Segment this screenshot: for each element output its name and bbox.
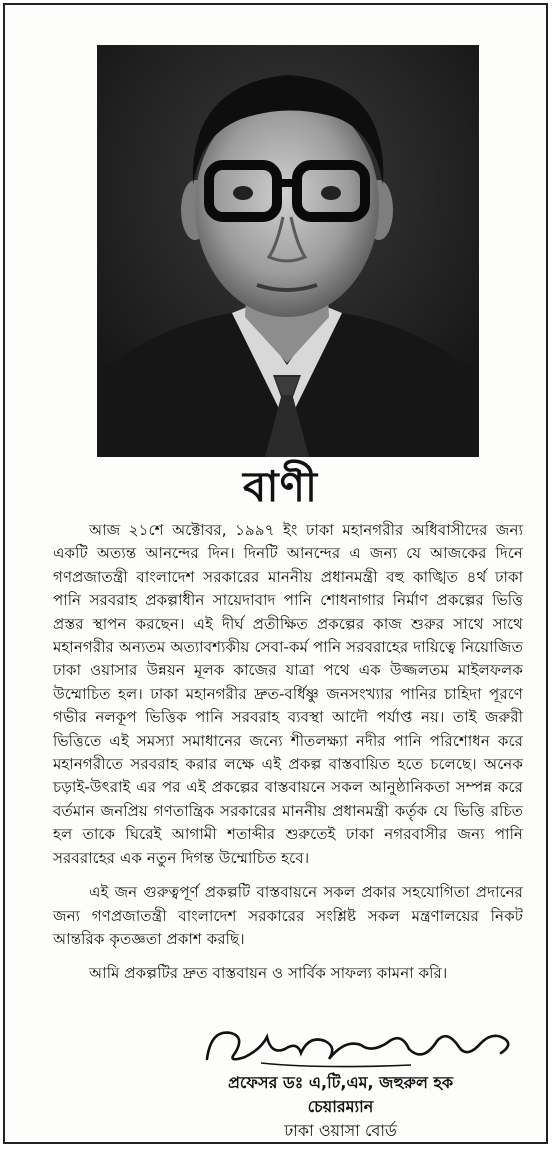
signatory-name: প্রফেসর ডঃ এ,টি,এম, জহুরুল হক — [227, 1073, 454, 1092]
signature-image — [201, 1019, 521, 1071]
message-paragraph-3: আমি প্রকল্পটির দ্রুত বাস্তবায়ন ও সার্বিক সাফল্য কামনা করি। — [89, 964, 448, 983]
handwritten-signature — [201, 1019, 521, 1071]
portrait-photo — [97, 45, 479, 457]
message-body — [53, 519, 523, 986]
message-frame — [3, 3, 548, 1144]
message-paragraph-1: আজ ২১শে অক্টোবর, ১৯৯৭ ইং ঢাকা মহানগরীর অধিবাসীদের জন্য একটি অত্যন্ত আনন্দের দিন। দিনটি আনন্দের এ জন্য যে আজকের দিনে গণপ্রজাতন্ত্রী বাংলাদেশ সরকারের মাননীয় প্রধানমন্ত্রী বহু কাঙ্খিত ৪র্থ ঢাকা পানি সরবরাহ প্রকল্পাধীন সায়েদাবাদ পানি শোধনাগার নির্মাণ প্রকল্পের ভিত্তি প্রস্তর স্থাপন করছেন। এই দীর্ঘ প্রতীক্ষিত প্রকল্পের কাজ শুরুর সাথে সাথে মহানগরীর অন্যতম অত্যাবশ্যকীয় সেবা-কর্ম পানি সরবরাহের দায়িত্বে নিয়োজিত ঢাকা ওয়াসার উন্নয়ন মূলক কাজের যাত্রা পথে এক উজ্জলতম মাইলফলক উম্মোচিত হল। ঢাকা মহানগরীর দ্রুত-বর্ধিষ্ণু জনসংখ্যার পানির চাহিদা পূরণে গভীর নলকূপ ভিত্তিক পানি সরবরাহ ব্যবস্থা আদৌ পর্যাপ্ত নয়। তাই জরুরী ভিত্তিতে এই সমস্যা সমাধানের জন্যে শীতলক্ষ্যা নদীর পানি পরিশোধন করে মহানগরীতে সরবরাহ করার লক্ষে এই প্রকল্প বাস্তবায়িত হতে চলেছে। অনেক চড়াই-উৎরাই এর পর এই প্রকল্পের বাস্তবায়নে সকল আনুষ্ঠানিকতা সম্পন্ন করে বর্তমান জনপ্রিয় গণতান্ত্রিক সরকারের মাননীয় প্রধানমন্ত্রী কর্তৃক যে ভিত্তি রচিত হল তাকে ঘিরেই আগামী শতাব্দীর শুরুতেই ঢাকা নগরবাসীর জন্য পানি সরবরাহের এক নতুন দিগন্ত উম্মোচিত হবে। — [53, 521, 523, 867]
signatory-block — [5, 1071, 555, 1143]
message-paragraph-2: এই জন গুরুত্বপূর্ণ প্রকল্পটি বাস্তবায়নে সকল প্রকার সহযোগিতা প্রদানের জন্য গণপ্রজাতন্ত্রী বাংলাদেশ সরকারের সংশ্লিষ্ট সকল মন্ত্রণালয়ের নিকট আন্তরিক কৃতজ্ঞতা প্রকাশ করছি। — [53, 883, 523, 948]
signatory-title: চেয়ারম্যান — [307, 1097, 374, 1116]
signatory-organization: ঢাকা ওয়াসা বোর্ড — [284, 1121, 397, 1140]
portrait-image — [97, 45, 479, 457]
message-heading: বাণী — [243, 462, 318, 511]
